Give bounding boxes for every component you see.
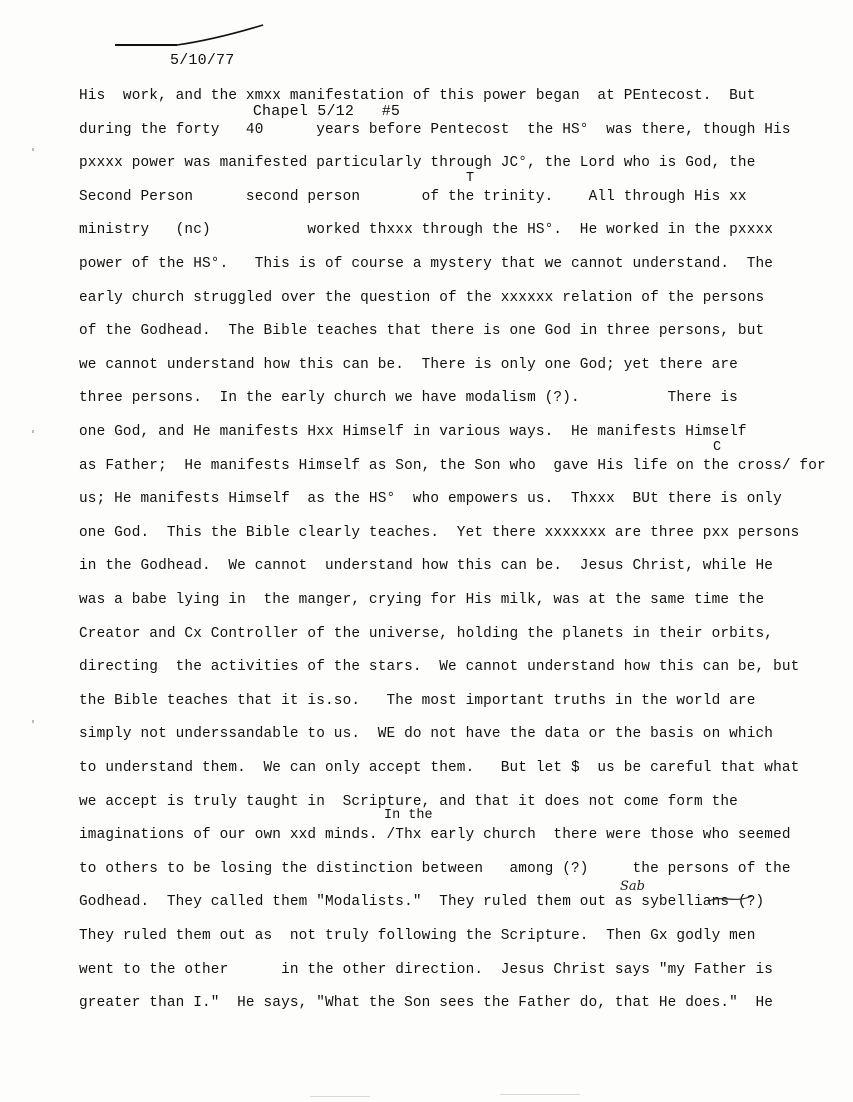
text-line: They ruled them out as not truly following the Scripture. Then Gx godly men	[79, 928, 756, 944]
text-line: to others to be losing the distinction between among (?) the persons of the	[79, 861, 791, 877]
header-date-text: 5/10/77	[170, 52, 235, 69]
insert-in-the: In the	[384, 808, 433, 823]
text-line: the Bible teaches that it is.so. The most important truths in the world are	[79, 693, 756, 709]
pen-flourish-mark	[175, 23, 265, 49]
text-line: one God, and He manifests Hxx Himself in various ways. He manifests Himself	[79, 424, 747, 440]
scan-dot	[32, 430, 34, 433]
text-line: three persons. In the early church we have modalism (?). There is	[79, 390, 738, 406]
scan-smudge	[500, 1094, 580, 1095]
text-line: Second Person second person of the trinity. All through His xx	[79, 189, 747, 205]
text-line: Creator and Cx Controller of the universe, holding the planets in their orbits,	[79, 626, 774, 642]
header-date	[115, 35, 235, 120]
text-line: directing the activities of the stars. We cannot understand how this can be, but	[79, 659, 800, 675]
text-line: as Father; He manifests Himself as Son, the Son who gave His life on the cross/ for	[79, 458, 826, 474]
insert-cross-caret: C	[713, 440, 722, 455]
header-number: #5	[381, 103, 401, 120]
text-line: ministry (nc) worked thxxx through the HS°. He worked in the pxxxx	[79, 222, 774, 238]
page-header	[78, 18, 400, 137]
text-line: power of the HS°. This is of course a mystery that we cannot understand. The	[79, 256, 774, 272]
text-line: us; He manifests Himself as the HS° who empowers us. Thxxx BUt there is only	[79, 491, 782, 507]
handwritten-sab-note: Sab	[620, 879, 645, 894]
text-line: was a babe lying in the manger, crying for His milk, was at the same time the	[79, 592, 765, 608]
text-line: to understand them. We can only accept them. But let $ us be careful that what	[79, 760, 800, 776]
text-line: one God. This the Bible clearly teaches. Yet there xxxxxxx are three pxx persons	[79, 525, 800, 541]
text-line: simply not underssandable to us. WE do not have the data or the basis on which	[79, 726, 774, 742]
text-line: we cannot understand how this can be. There is only one God; yet there are	[79, 357, 738, 373]
text-line: we accept is truly taught in Scripture, and that it does not come form the	[79, 794, 738, 810]
text-line: greater than I." He says, "What the Son sees the Father do, that He does." He	[79, 995, 774, 1011]
insert-trinity-caret: T	[466, 171, 475, 186]
header-title: Chapel 5/12	[252, 103, 355, 120]
text-line: pxxxx power was manifested particularly through JC°, the Lord who is God, the	[79, 155, 756, 171]
text-line: in the Godhead. We cannot understand how this can be. Jesus Christ, while He	[79, 558, 774, 574]
date-strikethrough	[115, 44, 177, 46]
scan-smudge	[310, 1096, 370, 1097]
text-line: Godhead. They called them "Modalists." They ruled them out as sybellians (?)	[79, 894, 765, 910]
scan-dot	[32, 720, 34, 723]
text-line: went to the other in the other direction. Jesus Christ says "my Father is	[79, 962, 774, 978]
handwritten-strike-mark	[707, 892, 753, 906]
scan-dot	[32, 148, 34, 151]
text-line: His work, and the xmxx manifestation of this power began at PEntecost. But	[79, 88, 756, 104]
text-line: of the Godhead. The Bible teaches that there is one God in three persons, but	[79, 323, 765, 339]
text-line: imaginations of our own xxd minds. /Thx early church there were those who seemed	[79, 827, 791, 843]
text-line: during the forty 40 years before Pentecost the HS° was there, though His	[79, 122, 791, 138]
text-line: early church struggled over the question of the xxxxxx relation of the persons	[79, 290, 765, 306]
